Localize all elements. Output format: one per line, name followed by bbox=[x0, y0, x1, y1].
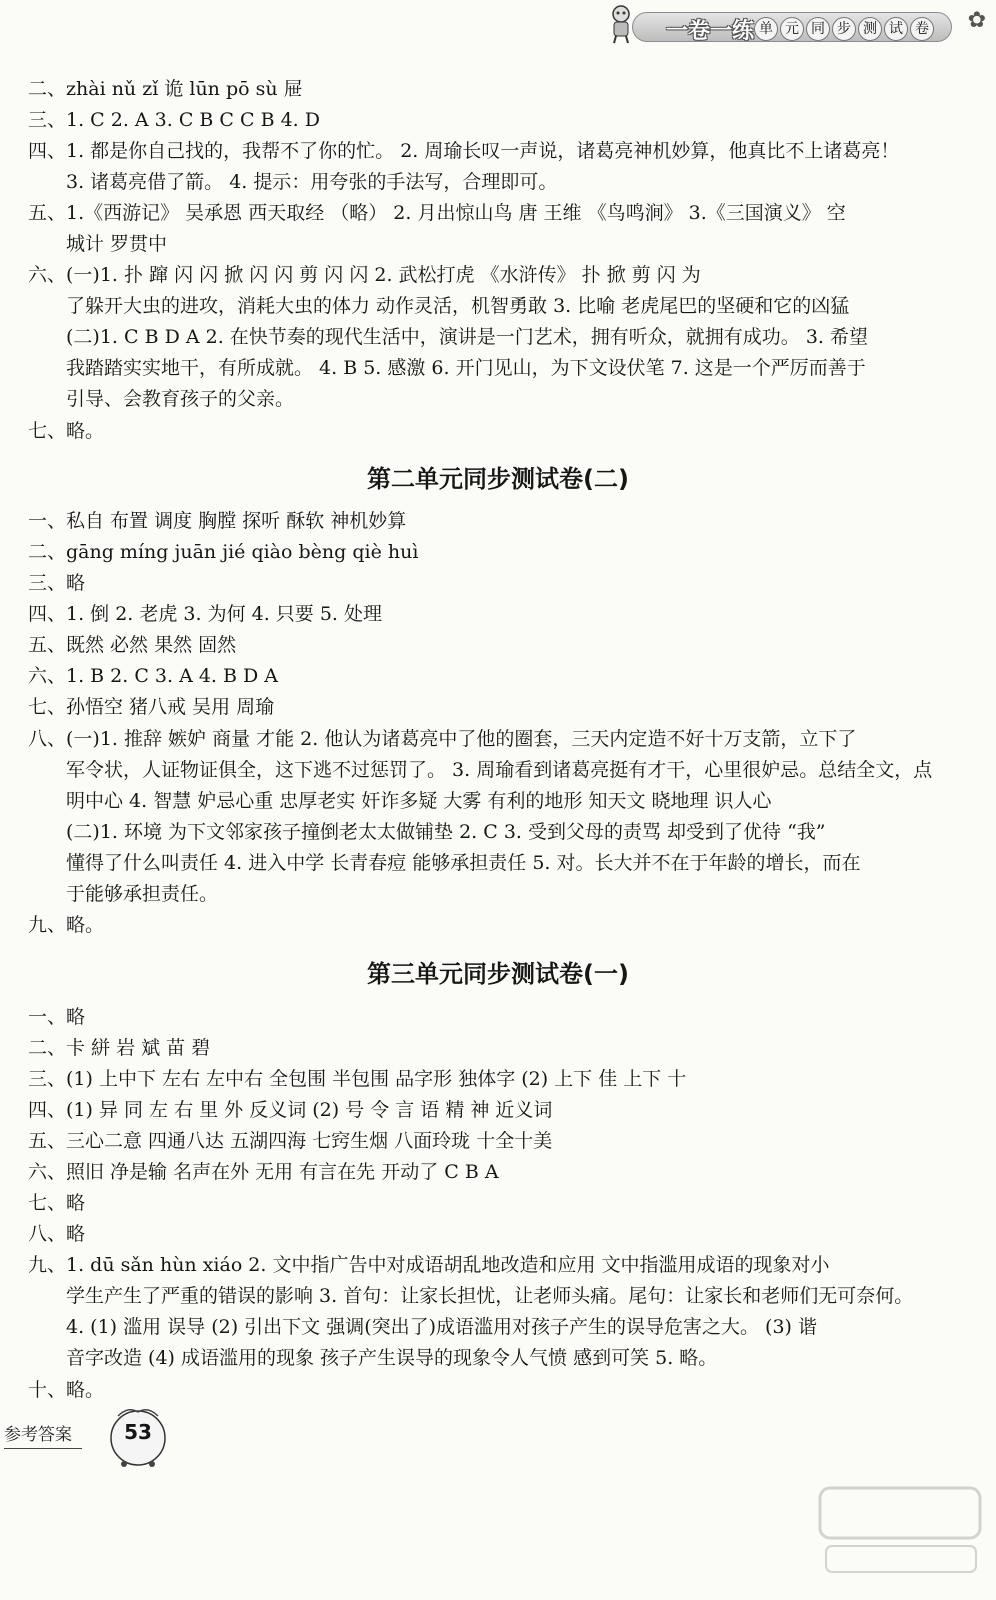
answer-line: 军令状，人证物证俱全，这下逃不过惩罚了。 3. 周瑜看到诸葛亮挺有才干，心里很妒忌。总结全文，点 bbox=[66, 759, 933, 781]
banner-char: 试 bbox=[884, 17, 908, 41]
answer-line: 五、三心二意 四通八达 五湖四海 七窍生烟 八面玲珑 十全十美 bbox=[28, 1130, 553, 1152]
answer-line: 了躲开大虫的进攻，消耗大虫的体力 动作灵活，机智勇敢 3. 比喻 老虎尾巴的坚硬和它的凶猛 bbox=[66, 295, 850, 317]
answer-line: 七、略。 bbox=[28, 420, 105, 442]
answer-line: 四、1. 倒 2. 老虎 3. 为何 4. 只要 5. 处理 bbox=[28, 603, 382, 625]
banner-char: 同 bbox=[806, 17, 830, 41]
sparkle-icon: ✿ bbox=[967, 8, 986, 33]
banner-title: 一卷一练 bbox=[666, 19, 755, 44]
answer-line: 六、(一)1. 扑 蹿 闪 闪 掀 闪 闪 剪 闪 闪 2. 武松打虎 《水浒传》 扑 掀 剪 闪 为 bbox=[28, 264, 701, 286]
answer-line: 八、(一)1. 推辞 嫉妒 商量 才能 2. 他认为诸葛亮中了他的圈套，三天内定造不好十万支箭，立下了 bbox=[28, 728, 857, 750]
header-banner bbox=[602, 2, 992, 46]
banner-char: 元 bbox=[780, 17, 804, 41]
banner-subtitle bbox=[754, 17, 934, 41]
answer-line: 一、私自 布置 调度 胸膛 探听 酥软 神机妙算 bbox=[28, 510, 407, 532]
answer-line: 五、既然 必然 果然 固然 bbox=[28, 634, 237, 656]
answer-line: 音字改造 (4) 成语滥用的现象 孩子产生误导的现象令人气愤 感到可笑 5. 略。 bbox=[66, 1347, 718, 1369]
answer-line: 五、1.《西游记》 吴承恩 西天取经 （略） 2. 月出惊山鸟 唐 王维 《鸟鸣涧》 3.《三国演义》 空 bbox=[28, 202, 846, 224]
answer-line: 懂得了什么叫责任 4. 进入中学 长青春痘 能够承担责任 5. 对。长大并不在于年龄的增长，而在 bbox=[66, 852, 861, 874]
answer-line: 七、略 bbox=[28, 1192, 86, 1214]
answer-line: 六、照旧 净是输 名声在外 无用 有言在先 开动了 C B A bbox=[28, 1161, 499, 1183]
answer-line: (二)1. C B D A 2. 在快节奏的现代生活中，演讲是一门艺术，拥有听众，就拥有成功。 3. 希望 bbox=[66, 326, 868, 348]
answer-line: 一、略 bbox=[28, 1006, 86, 1028]
footer-label: 参考答案 bbox=[4, 1420, 82, 1449]
answer-line: 二、卡 絣 岩 斌 苗 碧 bbox=[28, 1037, 211, 1059]
page-number: 53 bbox=[124, 1420, 152, 1444]
answer-line: (二)1. 环境 为下文邻家孩子撞倒老太太做铺垫 2. C 3. 受到父母的责骂 却受到了优待 “我” bbox=[66, 821, 826, 843]
answer-line: 二、gāng míng juān jié qiào bèng qiè huì bbox=[28, 541, 419, 563]
banner-char: 步 bbox=[832, 17, 856, 41]
answer-line: 二、zhài nǔ zǐ 诡 lūn pō sù 屉 bbox=[28, 78, 303, 100]
answer-line: 引导、会教育孩子的父亲。 bbox=[66, 388, 295, 410]
banner-char: 单 bbox=[754, 17, 778, 41]
answer-line: 四、(1) 异 同 左 右 里 外 反义词 (2) 号 令 言 语 精 神 近义词 bbox=[28, 1099, 553, 1121]
answer-line: 七、孙悟空 猪八戒 吴用 周瑜 bbox=[28, 696, 275, 718]
answer-line: 八、略 bbox=[28, 1223, 86, 1245]
answer-line: 我踏踏实实地干，有所成就。 4. B 5. 感激 6. 开门见山，为下文设伏笔 7. 这是一个严厉而善于 bbox=[66, 357, 866, 379]
answer-line: 城计 罗贯中 bbox=[66, 233, 168, 255]
section-title: 第二单元同步测试卷(二) bbox=[367, 465, 629, 493]
answer-line: 十、略。 bbox=[28, 1379, 105, 1401]
answer-line: 九、略。 bbox=[28, 914, 105, 936]
answer-line: 于能够承担责任。 bbox=[66, 883, 219, 905]
banner-char: 测 bbox=[858, 17, 882, 41]
answer-line: 4. (1) 滥用 误导 (2) 引出下文 强调(突出了)成语滥用对孩子产生的误导危害之大。 (3) 谐 bbox=[66, 1316, 818, 1338]
answer-line: 九、1. dū sǎn hùn xiáo 2. 文中指广告中对成语胡乱地改造和应用 文中指滥用成语的现象对小 bbox=[28, 1254, 830, 1276]
answer-line: 3. 诸葛亮借了箭。 4. 提示：用夸张的手法写，合理即可。 bbox=[66, 171, 558, 193]
answer-line: 三、(1) 上中下 左右 左中右 全包围 半包围 品字形 独体字 (2) 上下 佳 上下 十 bbox=[28, 1068, 687, 1090]
answer-line: 学生产生了严重的错误的影响 3. 首句：让家长担忧，让老师头痛。尾句：让家长和老师们无可奈何。 bbox=[66, 1285, 914, 1307]
answer-line: 六、1. B 2. C 3. A 4. B D A bbox=[28, 665, 279, 687]
watermark-logo-icon bbox=[816, 1480, 986, 1580]
answer-line: 三、略 bbox=[28, 572, 86, 594]
answer-line: 四、1. 都是你自己找的，我帮不了你的忙。 2. 周瑜长叹一声说，诸葛亮神机妙算，他真比不上诸葛亮！ bbox=[28, 140, 900, 162]
section-title: 第三单元同步测试卷(一) bbox=[367, 960, 629, 988]
answer-line: 三、1. C 2. A 3. C B C C B 4. D bbox=[28, 109, 320, 131]
banner-char: 卷 bbox=[910, 17, 934, 41]
answer-line: 明中心 4. 智慧 妒忌心重 忠厚老实 奸诈多疑 大雾 有利的地形 知天文 晓地理 识人心 bbox=[66, 790, 772, 812]
